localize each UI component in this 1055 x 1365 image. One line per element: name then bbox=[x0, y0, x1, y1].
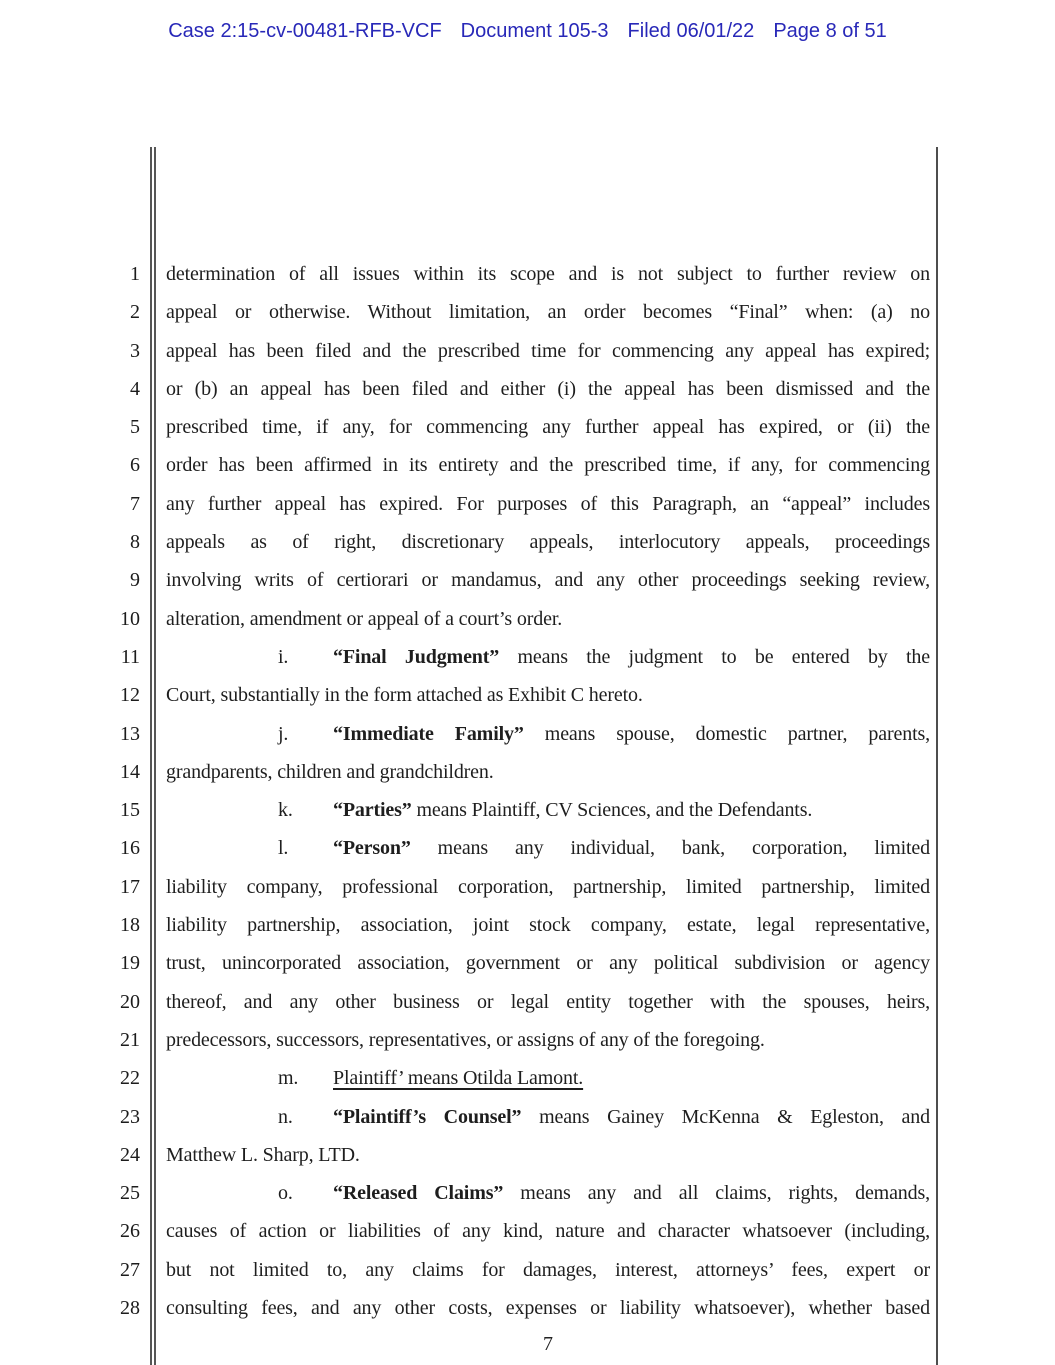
text-line bbox=[166, 485, 930, 523]
line-number: 6 bbox=[130, 454, 140, 477]
text-line bbox=[166, 523, 930, 561]
line-number: 28 bbox=[120, 1297, 140, 1320]
line-number: 1 bbox=[130, 263, 140, 285]
left-double-rule-outer bbox=[150, 147, 152, 1365]
line-number: 10 bbox=[120, 607, 140, 630]
text-line bbox=[166, 1174, 930, 1212]
text-line bbox=[166, 1212, 930, 1250]
body-text: appeal or otherwise. Without limitation, an order becomes “Final” when: (a) no bbox=[166, 301, 930, 324]
body-text: Court, substantially in the form attached as Exhibit C hereto. bbox=[166, 684, 643, 707]
line-number: 20 bbox=[120, 990, 140, 1013]
body-text: involving writs of certiorari or mandamus, and any other proceedings seeking review, bbox=[166, 569, 930, 592]
text-line bbox=[166, 1136, 930, 1174]
case-number: Case 2:15-cv-00481-RFB-VCF bbox=[168, 20, 442, 42]
text-line bbox=[166, 1059, 930, 1097]
body-text: determination of all issues within its scope and is not subject to further review on bbox=[166, 263, 930, 285]
body-text: but not limited to, any claims for damages, interest, attorneys’ fees, expert or bbox=[166, 1258, 930, 1281]
defined-term: “Person” bbox=[333, 837, 411, 860]
text-line bbox=[166, 1021, 930, 1059]
page-number: 7 bbox=[543, 1333, 553, 1355]
line-number: 23 bbox=[120, 1105, 140, 1128]
page-of-count: Page 8 of 51 bbox=[773, 20, 887, 42]
defined-term: “Parties” bbox=[333, 799, 412, 822]
line-number: 18 bbox=[120, 914, 140, 937]
line-number: 27 bbox=[120, 1258, 140, 1281]
line-number-column bbox=[0, 255, 140, 1327]
text-line bbox=[166, 1289, 930, 1327]
list-item-marker: o. bbox=[278, 1182, 293, 1205]
text-line bbox=[166, 293, 930, 331]
line-number: 25 bbox=[120, 1182, 140, 1205]
body-text: means spouse, domestic partner, parents, bbox=[523, 722, 930, 745]
text-line bbox=[166, 332, 930, 370]
line-number: 17 bbox=[120, 875, 140, 898]
body-text: prescribed time, if any, for commencing any further appeal has expired, or (ii) the bbox=[166, 416, 930, 439]
line-number: 4 bbox=[130, 377, 140, 400]
text-line bbox=[166, 446, 930, 484]
list-item-marker: j. bbox=[278, 722, 289, 745]
line-number: 22 bbox=[120, 1067, 140, 1090]
line-number: 9 bbox=[130, 569, 140, 592]
body-text: alteration, amendment or appeal of a court’s order. bbox=[166, 607, 563, 630]
text-line bbox=[166, 408, 930, 446]
line-number: 12 bbox=[120, 684, 140, 707]
case-header bbox=[0, 20, 1055, 43]
text-line bbox=[166, 829, 930, 867]
body-text: liability partnership, association, joint stock company, estate, legal representative, bbox=[166, 914, 930, 937]
text-line bbox=[166, 561, 930, 599]
document-lines bbox=[166, 255, 930, 1327]
line-number: 2 bbox=[130, 301, 140, 324]
line-number: 3 bbox=[130, 339, 140, 362]
body-text: order has been affirmed in its entirety and the prescribed time, if any, for commencing bbox=[166, 454, 930, 477]
text-line bbox=[166, 1098, 930, 1136]
line-number: 26 bbox=[120, 1220, 140, 1243]
right-rule bbox=[936, 147, 938, 1365]
list-item-marker: i. bbox=[278, 645, 289, 668]
text-line bbox=[166, 638, 930, 676]
line-number: 16 bbox=[120, 837, 140, 860]
defined-term: “Released Claims” bbox=[333, 1182, 504, 1205]
line-number: 24 bbox=[120, 1143, 140, 1166]
line-number: 8 bbox=[130, 531, 140, 554]
line-number: 21 bbox=[120, 1028, 140, 1051]
text-line bbox=[166, 906, 930, 944]
text-line bbox=[166, 715, 930, 753]
text-line bbox=[166, 868, 930, 906]
line-number: 19 bbox=[120, 952, 140, 975]
text-line bbox=[166, 676, 930, 714]
list-item-marker: l. bbox=[278, 837, 289, 860]
text-line bbox=[166, 944, 930, 982]
underlined-text: Plaintiff’ means Otilda Lamont. bbox=[333, 1067, 584, 1090]
list-item-marker: n. bbox=[278, 1105, 293, 1128]
left-double-rule-inner bbox=[154, 147, 156, 1365]
body-text: causes of action or liabilities of any kind, nature and character whatsoever (including, bbox=[166, 1220, 930, 1243]
body-text: any further appeal has expired. For purposes of this Paragraph, an “appeal” includes bbox=[166, 492, 930, 515]
text-line bbox=[166, 370, 930, 408]
body-text: grandparents, children and grandchildren. bbox=[166, 760, 494, 783]
document-number: Document 105-3 bbox=[460, 20, 609, 42]
defined-term: “Immediate Family” bbox=[333, 722, 524, 745]
body-text: consulting fees, and any other costs, expenses or liability whatsoever), whether based bbox=[166, 1297, 930, 1320]
line-number: 7 bbox=[130, 492, 140, 515]
body-text: trust, unincorporated association, government or any political subdivision or agency bbox=[166, 952, 930, 975]
body-text: appeal has been filed and the prescribed time for commencing any appeal has expired; bbox=[166, 339, 930, 362]
text-line bbox=[166, 753, 930, 791]
text-line bbox=[166, 1251, 930, 1289]
line-number: 11 bbox=[120, 645, 140, 668]
defined-term: “Plaintiff’s Counsel” bbox=[333, 1105, 522, 1128]
body-text: means any individual, bank, corporation, limited bbox=[410, 837, 930, 860]
line-number: 14 bbox=[120, 760, 140, 783]
line-number: 5 bbox=[130, 416, 140, 439]
body-text: means the judgment to be entered by the bbox=[499, 645, 930, 668]
list-item-marker: k. bbox=[278, 799, 293, 822]
line-number: 15 bbox=[120, 799, 140, 822]
line-number: 13 bbox=[120, 722, 140, 745]
body-text: thereof, and any other business or legal entity together with the spouses, heirs, bbox=[166, 990, 930, 1013]
text-line bbox=[166, 600, 930, 638]
body-text: Matthew L. Sharp, LTD. bbox=[166, 1143, 360, 1166]
body-text: liability company, professional corporation, partnership, limited partnership, limited bbox=[166, 875, 930, 898]
list-item-marker: m. bbox=[278, 1067, 299, 1090]
text-line bbox=[166, 255, 930, 293]
body-text: appeals as of right, discretionary appeals, interlocutory appeals, proceedings bbox=[166, 531, 930, 554]
body-text: means Gainey McKenna & Egleston, and bbox=[521, 1105, 930, 1128]
text-line bbox=[166, 791, 930, 829]
body-text: means any and all claims, rights, demands, bbox=[503, 1182, 930, 1205]
body-text: predecessors, successors, representatives, or assigns of any of the foregoing. bbox=[166, 1028, 765, 1051]
body-text: means Plaintiff, CV Sciences, and the Defendants. bbox=[411, 799, 813, 822]
filed-date: Filed 06/01/22 bbox=[627, 20, 755, 42]
defined-term: “Final Judgment” bbox=[333, 645, 500, 668]
body-text: or (b) an appeal has been filed and either (i) the appeal has been dismissed and the bbox=[166, 377, 930, 400]
text-line bbox=[166, 983, 930, 1021]
